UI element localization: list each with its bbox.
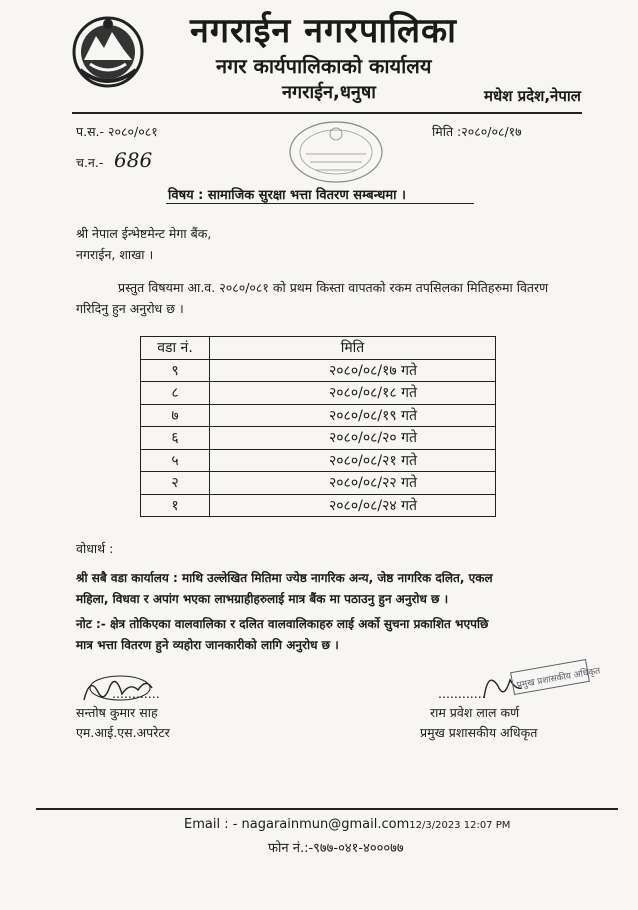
table-row [141,382,496,405]
date-cell: २०८०/०८/२१ गते [210,449,496,472]
office-name: नगर कार्यपालिकाको कार्यालय [216,54,432,78]
date-cell: २०८०/०८/१९ गते [210,404,496,427]
date-cell: २०८०/०८/१७ गते [210,359,496,382]
table-row [141,494,496,517]
recipient-line-1: श्री नेपाल ईन्भेष्टमेन्ट मेगा बैंक, [76,226,212,241]
government-emblem-icon [70,14,146,90]
print-timestamp: 12/3/2023 12:07 PM [409,820,511,831]
cc-line-2: महिला, विधवा र अपांग भएका लाभग्राहीहरुलाई मात्र बैंक मा पठाउनु हुन अनुरोध छ । [76,592,449,606]
note-line-2: मात्र भत्ता वितरण हुने व्यहोरा जानकारीको लागि अनुरोध छ । [76,638,339,652]
letter-date: मिति :२०८०/०८/१७ [432,124,522,139]
header-divider [72,112,582,114]
ward-cell: ७ [141,404,210,427]
date-cell: २०८०/०८/१८ गते [210,382,496,405]
table-row [141,472,496,495]
letter-number: प.स.- २०८०/०८१ [76,124,158,139]
email-text: Email : - nagarainmun@gmail.com [184,817,410,832]
table-row [141,427,496,450]
signatory-right-title: प्रमुख प्रशासकीय अधिकृत [420,725,538,740]
cc-line-1: श्री सबै वडा कार्यालय : माथि उल्लेखित मितिमा ज्येष्ठ नागरिक अन्य, जेष्ठ नागरिक दलित, एकल [76,571,493,585]
signatory-right-name: राम प्रवेश लाल कर्ण [430,705,520,720]
municipality-name: नगराईन नगरपालिका [190,11,457,51]
letter-subject: विषय : सामाजिक सुरक्षा भत्ता वितरण सम्बन्धमा । [168,188,406,203]
footer-divider [36,808,618,810]
cc-label: वोधार्थ : [76,541,114,556]
office-location: नगराईन,धनुषा [282,82,376,103]
ward-distribution-table [140,336,496,517]
column-header-date: मिति [210,337,496,360]
ward-cell: ८ [141,382,210,405]
table-row [141,449,496,472]
signature-dots-right: ............ [438,686,486,701]
footer-email [184,817,510,832]
subject-underline [166,203,474,204]
ward-cell: १ [141,494,210,517]
table-row [141,359,496,382]
dispatch-label: च.न.- [76,155,104,170]
note-line-1: नोट :- क्षेत्र तोकिएका वालवालिका र दलित वालवालिकाहरु लाई अर्को सुचना प्रकाशित भएपछि [76,617,489,631]
ward-cell: ९ [141,359,210,382]
column-header-ward: वडा नं. [141,337,210,360]
ward-cell: २ [141,472,210,495]
recipient-line-2: नगराईन, शाखा । [76,247,154,262]
footer-phone: फोन नं.:-९७७-०४१-४०००७७ [268,841,404,856]
body-paragraph: प्रस्तुत विषयमा आ.व. २०८०/०८१ को प्रथम किस्ता वापतको रकम तपसिलका मितिहरुमा वितरण गरिदिनु हुन अनुरोध छ । [76,280,549,316]
table-row [141,404,496,427]
date-cell: २०८०/०८/२४ गते [210,494,496,517]
table-header-row [141,337,496,360]
date-cell: २०८०/०८/२० गते [210,427,496,450]
signature-dots-left: ............ [112,686,160,701]
signatory-left-name: सन्तोष कुमार साह [76,705,158,720]
stamp-text: प्रमुख प्रशासकीय अधिकृत [516,666,602,691]
ward-cell: ६ [141,427,210,450]
signature-right-icon [470,660,602,710]
date-cell: २०८०/०८/२२ गते [210,472,496,495]
office-stamp-icon [286,118,386,186]
signatory-left-title: एम.आई.एस.अपरेटर [76,725,170,740]
ward-cell: ५ [141,449,210,472]
province-name: मधेश प्रदेश,नेपाल [484,87,581,105]
dispatch-number: 686 [114,148,153,172]
